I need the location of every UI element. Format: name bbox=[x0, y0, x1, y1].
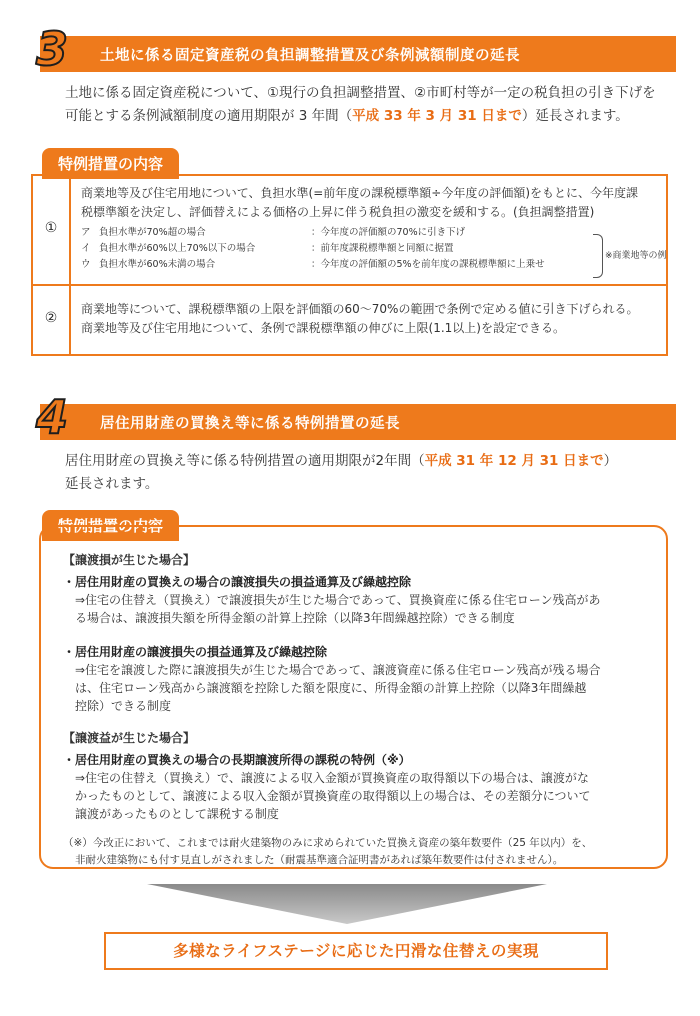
row-number-cell bbox=[33, 176, 71, 284]
section3-number: 3 bbox=[36, 22, 69, 76]
row-number: ① bbox=[44, 220, 58, 236]
section4-tag: 特例措置の内容 bbox=[42, 510, 179, 541]
section4-box bbox=[39, 525, 668, 869]
item1-desc-line2: る場合は、譲渡損失額を所得金額の計算上控除（以降3年間繰越控除）できる制度 bbox=[75, 611, 515, 625]
item1-desc-line1: ⇒住宅の住替え（買換え）で譲渡損失が生じた場合であって、買換資産に係る住宅ローン残高があ bbox=[75, 593, 601, 607]
section3-intro-line2 bbox=[65, 105, 685, 128]
list-item bbox=[81, 225, 656, 241]
section4-header bbox=[40, 404, 676, 440]
row-text-line1: 商業地等及び住宅用地について、負担水準(=前年度の課税標準額÷今年度の評価額)をもとに、今年度課 bbox=[81, 186, 638, 200]
sub-list bbox=[81, 225, 656, 273]
section4-deadline: 平成 31 年 12 月 31 日まで bbox=[424, 453, 604, 469]
row-content bbox=[81, 184, 667, 273]
gain-heading: 【譲渡益が生じた場合】 bbox=[63, 731, 196, 745]
intro-text-end: ）延長されます。 bbox=[521, 108, 629, 124]
row-text-line2: 税標準額を決定し、評価替えによる価格の上昇に伴う税負担の激変を緩和する。(負担調整措置) bbox=[81, 205, 595, 219]
item3-title: ・居住用財産の買換えの場合の長期譲渡所得の課税の特例（※） bbox=[63, 753, 411, 767]
item3-desc-line1: ⇒住宅の住替え（買換え）で、譲渡による収入金額が買換資産の取得額以下の場合は、譲渡がな bbox=[75, 771, 589, 785]
row-number-cell bbox=[33, 286, 71, 354]
item3-desc-line3: 譲渡があったものとして課税する制度 bbox=[75, 807, 279, 821]
loss-block bbox=[63, 551, 650, 869]
item2-title: ・居住用財産の譲渡損失の損益通算及び繰越控除 bbox=[63, 645, 328, 659]
list-item bbox=[81, 257, 656, 273]
item2-desc-line3: 控除）できる制度 bbox=[75, 699, 172, 713]
row-text-line2: 商業地等及び住宅用地について、条例で課税標準額の伸びに上限(1.1以上)を設定できる。 bbox=[81, 321, 565, 335]
item-key: イ bbox=[81, 243, 91, 254]
intro-text: 居住用財産の買換え等に係る特例措置の適用期限が2年間（ bbox=[65, 453, 425, 469]
row-content bbox=[81, 300, 656, 338]
item1-title: ・居住用財産の買換えの場合の譲渡損失の損益通算及び繰越控除 bbox=[63, 575, 412, 589]
down-arrow-icon bbox=[147, 884, 547, 924]
section3-header bbox=[40, 36, 676, 72]
section3-intro bbox=[65, 82, 685, 128]
bracket-note: ※商業地等の例 bbox=[605, 251, 667, 261]
item3-desc-line2: かったものとして、譲渡による収入金額が買換資産の取得額以上の場合は、その差額分について bbox=[75, 789, 591, 803]
list-item bbox=[81, 241, 656, 257]
item-key: ウ bbox=[81, 259, 91, 270]
section3-intro-line1: 土地に係る固定資産税について、①現行の負担調整措置、②市町村等が一定の税負担の引き下げを bbox=[65, 85, 656, 101]
table-row bbox=[33, 176, 666, 286]
section3-title: 土地に係る固定資産税の負担調整措置及び条例減額制度の延長 bbox=[100, 48, 520, 64]
item-value: ：今年度の評価額の5%を前年度の課税標準額に上乗せ bbox=[311, 259, 545, 270]
conclusion-banner: 多様なライフステージに応じた円滑な住替えの実現 bbox=[104, 932, 608, 970]
intro-text-end: ） bbox=[603, 453, 618, 469]
item-key: ア bbox=[81, 227, 91, 238]
row-text-line1: 商業地等について、課税標準額の上限を評価額の60～70%の範囲で条例で定める値に引き下げられる。 bbox=[81, 302, 639, 316]
section4-intro-line1 bbox=[65, 450, 685, 473]
bracket-divider bbox=[593, 234, 603, 278]
item2-desc-line2: は、住宅ローン残高から譲渡額を控除した額を限度に、所得金額の計算上控除（以降3年間繰越 bbox=[75, 681, 587, 695]
row-number: ② bbox=[44, 310, 58, 326]
section3-tag: 特例措置の内容 bbox=[42, 148, 179, 179]
section3-deadline: 平成 33 年 3 月 31 日まで bbox=[352, 108, 522, 124]
section4-intro-line2: 延長されます。 bbox=[65, 476, 159, 492]
intro-text: 可能とする条例減額制度の適用期限が 3 年間（ bbox=[65, 108, 353, 124]
loss-heading: 【譲渡損が生じた場合】 bbox=[63, 553, 196, 567]
section4-number: 4 bbox=[36, 390, 69, 444]
table-row bbox=[33, 286, 666, 354]
section4-title: 居住用財産の買換え等に係る特例措置の延長 bbox=[100, 416, 400, 432]
item-label: 負担水準が60%以上70%以下の場合 bbox=[99, 243, 256, 254]
footnote-line2: 非耐火建築物にも付す見直しがされました（耐震基準適合証明書があれば築年数要件は付されません）。 bbox=[75, 854, 564, 866]
item-label: 負担水準が70%超の場合 bbox=[99, 227, 206, 238]
section3-table bbox=[31, 174, 668, 356]
item-value: ：前年度課税標準額と同額に据置 bbox=[311, 243, 454, 254]
item2-desc-line1: ⇒住宅を譲渡した際に譲渡損失が生じた場合であって、譲渡資産に係る住宅ローン残高が残る場合 bbox=[75, 663, 601, 677]
footnote-line1: （※）今改正において、これまでは耐火建築物のみに求められていた買換え資産の築年数要件（25 年以内）を、 bbox=[63, 837, 593, 849]
footnote bbox=[63, 835, 650, 869]
item-label: 負担水準が60%未満の場合 bbox=[99, 259, 216, 270]
section4-intro bbox=[65, 450, 685, 496]
item-value: ：今年度の評価額の70%に引き下げ bbox=[311, 227, 466, 238]
